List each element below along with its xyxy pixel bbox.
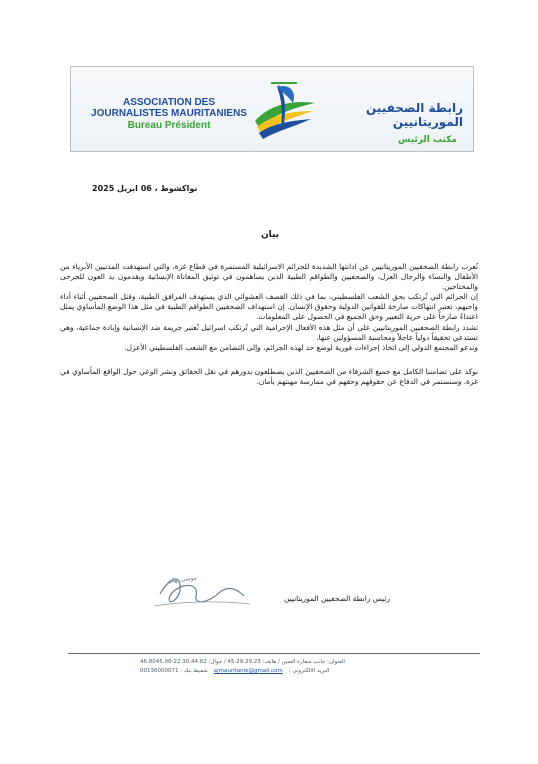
signature-block [140, 566, 390, 622]
footer-bank-account: شفيط بنك : 00136000071 [140, 668, 208, 674]
footer-contact-row [140, 667, 470, 676]
signatory-title: رئيس رابطة الصحفيين الموريتانيين [284, 594, 390, 603]
footer [140, 658, 470, 676]
association-name-line2: JOURNALISTES MAURITANIENS [91, 108, 247, 119]
bureau-label: Bureau Président [127, 120, 211, 131]
signatory-name: موسى بهلي [166, 574, 198, 585]
statement-body [60, 262, 478, 387]
body-paragraph: تُعرب رابطة الصحفيين الموريتانيين عن ادانتها الشديدة للجرائم الاسرائيلية المستمرة في قطاع غزة، والتي استهدفت المدنيين الأبرياء من الأطفال والنساء والرجال العزل، والصحفيين والطواقم الطبية الذين يساهمون في توثيق المعاناة الإنسانية ويقدمون يد العون للجرحى والمحتاجين. [60, 262, 478, 292]
letterhead-arabic [313, 101, 463, 145]
document-title: بيان [260, 230, 280, 240]
letterhead-english [89, 97, 249, 131]
body-paragraph: وندعو المجتمع الدولي إلى اتخاذ إجراءات فورية لوضع حد لهذه الجرائم، وإلى التضامن مع الشعب الفلسطيني الأعزل. [124, 342, 478, 352]
body-paragraph: إن الجرائم التي تُرتكب بحق الشعب الفلسطيني، بما في ذلك القصف العشوائي الذي يستهدف المرافق الطبية، وقتل الصحفيين أثناء أداء واجبهم، تعتبر انتهاكات صارخة للقوانين الدولية وحقوق الإنسان. إن استهداف الصحفيين الطواقم الطبية في مثل هذا الوضع المأساوي يمثل اعتداءً صارخاً على حرية التعبير وحق الجميع في الحصول على المعلومات. [60, 292, 478, 322]
footer-email-link[interactable]: ajmauritanie@gmail.com [213, 668, 283, 674]
paragraph-spacer [60, 353, 478, 367]
body-paragraph: تشدد رابطة الصحفيين الموريتانيين على أن مثل هذه الأفعال الإجرامية التي تُرتكب اسرائيل تُعتبر جريمة ضد الإنسانية وإبادة جماعية، وهي تستدعي تحقيقاً دولياً عاجلاً ومحاسبة المسؤولين عنها. [60, 322, 478, 342]
office-label-arabic: مكتب الرئيس [398, 135, 457, 145]
footer-address-row [140, 658, 470, 667]
letterhead [70, 66, 474, 152]
association-name-arabic: رابطة الصحفيين الموريتانيين [366, 101, 463, 129]
document-date: نواكشوط ، 06 ابريل 2025 [92, 184, 198, 193]
quill-logo-icon [249, 77, 319, 143]
footer-divider [68, 653, 480, 654]
body-paragraph: نوكد على تضامننا الكامل مع جميع الشرفاء من الصحفيين الذين يضطلعون بدورهم في نقل الحقائق ونشر الوعي حول الواقع المأساوي في غزة، وسنستمر في الدفاع عن حقوقهم وحقهم في ممارسة مهنتهم بأمان. [60, 366, 478, 386]
footer-address: العنوان: جانب سفارة الصين / هاتف: 45.29.29.23 / جوال: 22.30.44.82-46.8045.00 [140, 659, 345, 665]
footer-email-label: البريد الالكتروني : [288, 668, 330, 674]
association-name-line1: ASSOCIATION DES [122, 97, 216, 108]
